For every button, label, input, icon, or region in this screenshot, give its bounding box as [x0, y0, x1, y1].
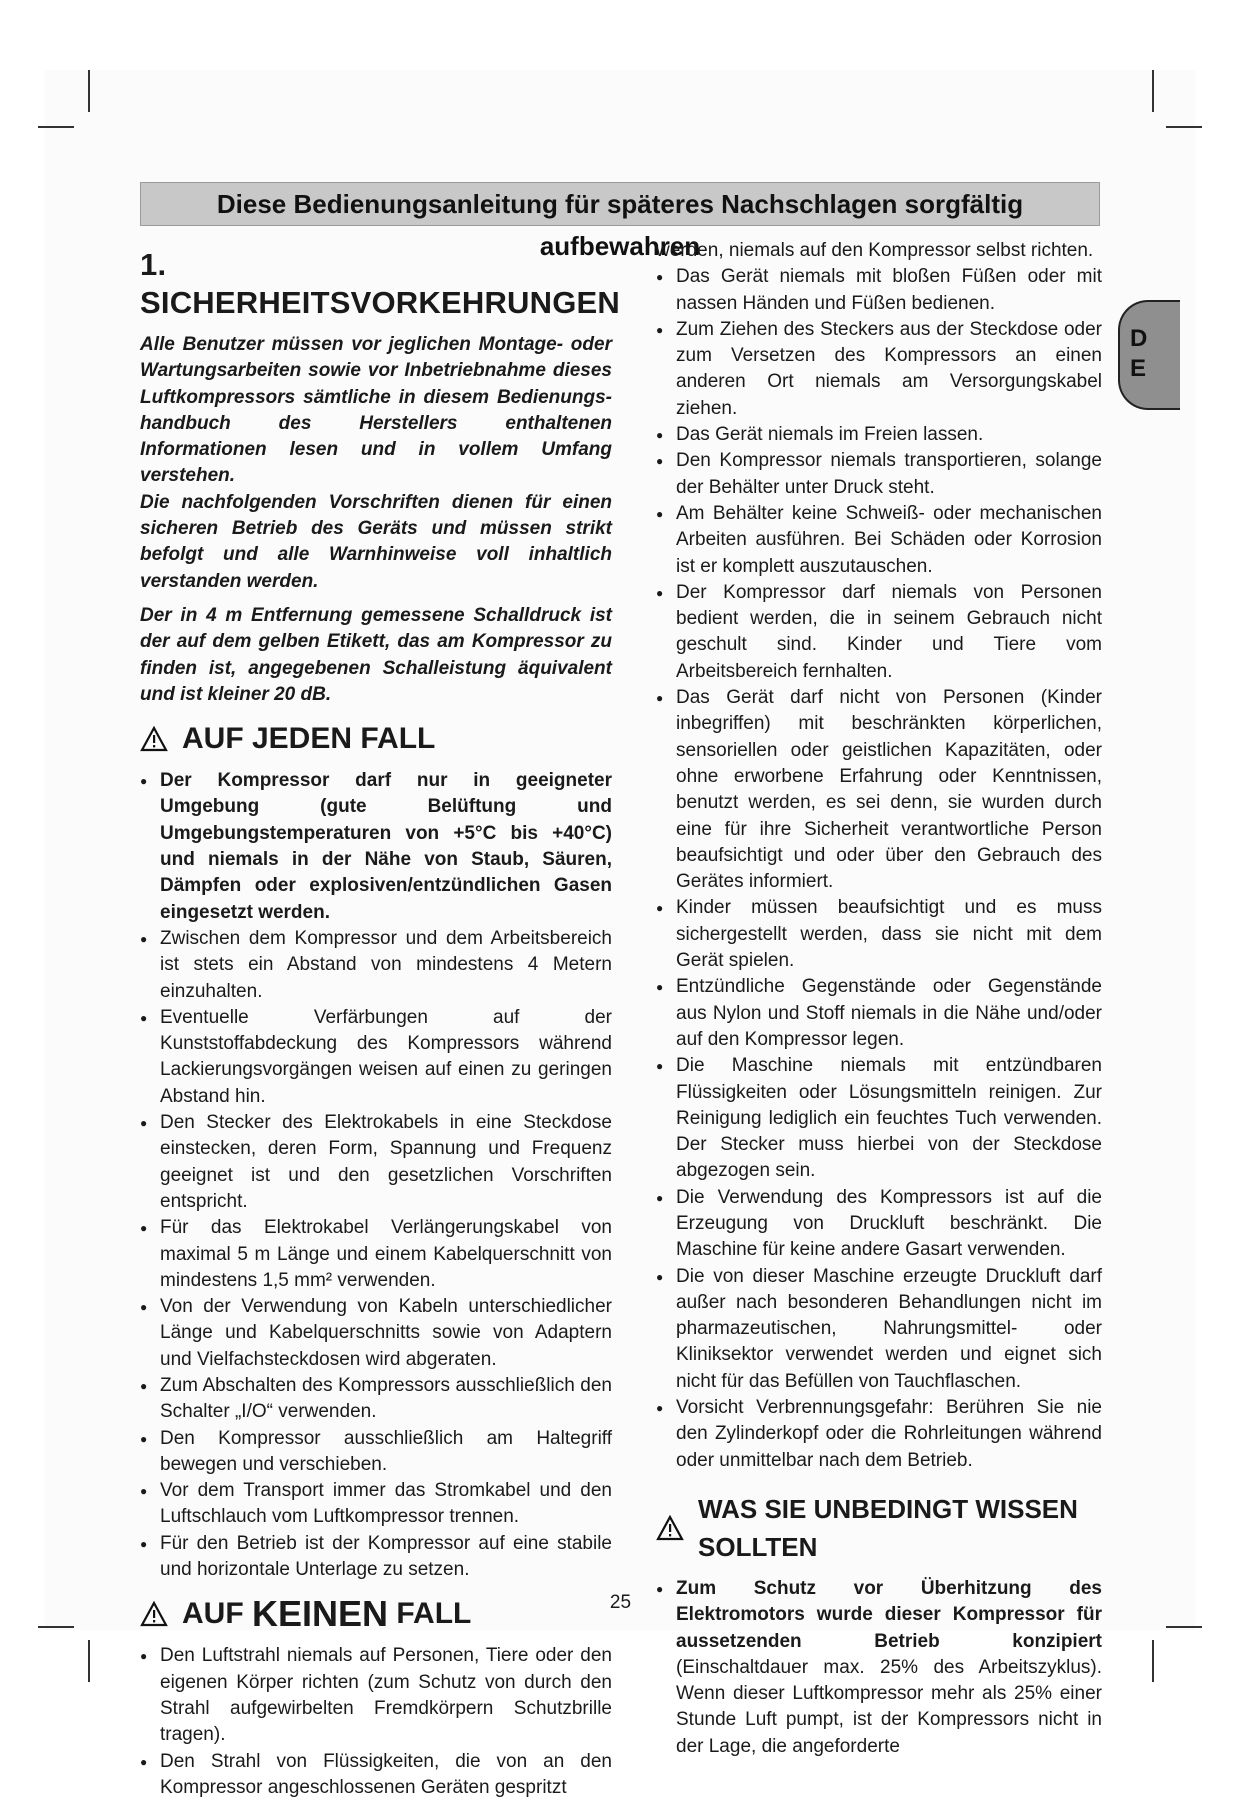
list-item: ● Von der Verwendung von Kabeln unterschiedlicher Länge und Kabelquerschnitts sowie von Adaptern und Vielfachsteckdosen wird abgeraten.	[140, 1294, 612, 1373]
crop-mark	[88, 1640, 90, 1682]
list-item: ● Kinder müssen beaufsichtigt und es muss sichergestellt werden, dass sie nicht mit dem Gerät spielen.	[656, 895, 1102, 974]
warning-triangle-icon	[656, 1515, 684, 1541]
list-item: ● Den Stecker des Elektrokabels in eine Steckdose einstecken, deren Form, Spannung und Frequenz geeignet ist und den gesetzlichen Vorschriften entspricht.	[140, 1110, 612, 1215]
list-item: ● Der Kompressor darf nur in geeigneter Umgebung (gute Belüftung und Umgebungstemperaturen von +5°C bis +40°C) und niemals in der Nähe von Staub, Säuren, Dämpfen oder explosiven/entzündlichen Gasen eingesetzt werden.	[140, 768, 612, 926]
heading-know	[656, 1490, 1102, 1566]
crop-mark	[1152, 1640, 1154, 1682]
crop-mark	[38, 1626, 74, 1628]
list-item: ● Das Gerät niemals im Freien lassen.	[656, 422, 1102, 448]
list-item: ● Den Strahl von Flüssigkeiten, die von an den Kompressor angeschlossenen Geräten gespritzt	[140, 1749, 612, 1801]
list-item: ● Für das Elektrokabel Verlängerungskabel von maximal 5 m Länge und einem Kabelquerschnitt von mindestens 1,5 mm² verwenden.	[140, 1215, 612, 1294]
heading-always-text: AUF JEDEN FALL	[182, 722, 436, 756]
know-text: (Einschaltdauer max. 25% des Arbeitszyklus). Wenn dieser Luftkompressor mehr als 25% einer Stunde Luft pumpt, ist der Kompressors nicht in der Lage, die angeforderte	[676, 1656, 1102, 1757]
heading-know-text: WAS SIE UNBEDINGT WISSEN SOLLTEN	[698, 1493, 1078, 1562]
list-item: ● Vorsicht Verbrennungsgefahr: Berühren Sie nie den Zylinderkopf oder die Rohrleitungen während oder unmittelbar nach dem Betrieb.	[656, 1395, 1102, 1474]
list-item: ● Zwischen dem Kompressor und dem Arbeitsbereich ist stets ein Abstand von mindestens 4 Metern einzuhalten.	[140, 926, 612, 1005]
heading-never-part: AUF	[182, 1597, 244, 1631]
intro-paragraph: Die nachfolgenden Vorschriften dienen für einen sicheren Betrieb des Geräts und müssen strikt befolgt und alle Warnhinweise voll inhaltlich verstanden werden.	[140, 491, 612, 592]
language-tab-letter: E	[1130, 355, 1147, 382]
section-title: 1. SICHERHEITSVORKEHRUNGEN	[140, 247, 620, 320]
never-list-continued	[656, 264, 1102, 1474]
crop-mark	[1166, 1626, 1202, 1628]
list-item: ● Den Kompressor ausschließlich am Haltegriff bewegen und verschieben.	[140, 1426, 612, 1479]
page-number: 25	[609, 1592, 632, 1613]
intro-paragraph: Alle Benutzer müssen vor jeglichen Montage- oder Wartungsarbeiten sowie vor Inbetriebnahme dieses Luftkompressors sämtliche in diesem Bedienungs-handbuch des Herstellers enthaltenen Informationen lesen und in vollem Umfang verstehen.	[140, 334, 612, 487]
crop-mark	[88, 70, 90, 112]
crop-mark	[38, 126, 74, 128]
always-list	[140, 768, 612, 1583]
list-item: ● Der Kompressor darf niemals von Personen bedient werden, die in seinem Gebrauch nicht geschult sind. Kinder und Tiere vom Arbeitsbereich fernhalten.	[656, 580, 1102, 685]
page-header-banner: Diese Bedienungsanleitung für späteres Nachschlagen sorgfältig aufbewahren	[140, 182, 1100, 226]
list-item: ● Eventuelle Verfärbungen auf der Kunststoffabdeckung des Kompressors während Lackierungsvorgängen weisen auf einen zu geringen Abstand hin.	[140, 1005, 612, 1110]
heading-never-part: FALL	[396, 1597, 472, 1631]
crop-mark	[1166, 126, 1202, 128]
list-item: ● Das Gerät darf nicht von Personen (Kinder inbegriffen) mit beschränkten körperlichen, sensoriellen oder geistlichen Kapazitäten, oder ohne erworbene Erfahrung oder Kenntnissen, benutzt werden, es sei denn, sie wurden durch eine für ihre Sicherheit verantwortliche Person beaufsichtigt und oder über den Gebrauch des Gerätes informiert.	[656, 685, 1102, 895]
crop-mark	[1152, 70, 1154, 112]
list-item: ● Den Luftstrahl niemals auf Personen, Tiere oder den eigenen Körper richten (zum Schutz von durch den Strahl aufgewirbelten Fremdkörpern Schutzbrille tragen).	[140, 1643, 612, 1748]
continuation-text: werden, niemals auf den Kompressor selbst richten.	[656, 240, 1094, 261]
list-item: ● Die von dieser Maschine erzeugte Druckluft darf außer nach besonderen Behandlungen nicht im pharmazeutischen, Nahrungsmittel- oder Kliniksektor verwendet werden und eignet sich nicht für das Befüllen von Tauchflaschen.	[656, 1264, 1102, 1395]
list-item: ● Entzündliche Gegenstände oder Gegenstände aus Nylon und Stoff niemals in die Nähe und/oder auf den Kompressor legen.	[656, 974, 1102, 1053]
left-column	[140, 238, 620, 1801]
list-item: ● Vor dem Transport immer das Stromkabel und den Luftschlauch vom Luftkompressor trennen.	[140, 1478, 612, 1531]
language-tab	[1118, 300, 1180, 410]
list-item: ● Die Maschine niemals mit entzündbaren Flüssigkeiten oder Lösungsmitteln reinigen. Zur Reinigung lediglich ein feuchtes Tuch verwenden. Der Stecker muss hierbei von der Steckdose abgezogen sein.	[656, 1053, 1102, 1184]
list-item: ● Den Kompressor niemals transportieren, solange der Behälter unter Druck steht.	[656, 448, 1102, 501]
list-item: ● Die Verwendung des Kompressors ist auf die Erzeugung von Druckluft beschränkt. Die Maschine für keine andere Gasart verwenden.	[656, 1185, 1102, 1264]
warning-triangle-icon	[140, 726, 168, 752]
list-item: ● Für den Betrieb ist der Kompressor auf eine stabile und horizontale Unterlage zu setzen.	[140, 1531, 612, 1584]
right-column	[656, 238, 1102, 1760]
intro-paragraph: Der in 4 m Entfernung gemessene Schalldruck ist der auf dem gelben Etikett, das am Kompressor zu finden ist, angegebenen Schalleistung äquivalent und ist kleiner 20 dB.	[140, 604, 612, 705]
know-bold-text: Zum Schutz vor Überhitzung des Elektromotors wurde dieser Kompressor für aussetzenden Betrieb konzipiert	[676, 1577, 1102, 1652]
heading-always	[140, 720, 612, 758]
heading-never-part: KEINEN	[252, 1593, 389, 1635]
list-item: ● Das Gerät niemals mit bloßen Füßen oder mit nassen Händen und Füßen bedienen.	[656, 264, 1102, 317]
list-item: ● Zum Abschalten des Kompressors ausschließlich den Schalter „I/O“ verwenden.	[140, 1373, 612, 1426]
language-tab-letter: D	[1130, 325, 1148, 352]
never-list	[140, 1643, 612, 1801]
list-item: ● Zum Ziehen des Steckers aus der Steckdose oder zum Versetzen des Kompressors an einen anderen Ort niemals am Versorgungskabel ziehen.	[656, 317, 1102, 422]
list-item: ● Am Behälter keine Schweiß- oder mechanischen Arbeiten ausführen. Bei Schäden oder Korrosion ist er komplett auszutauschen.	[656, 501, 1102, 580]
